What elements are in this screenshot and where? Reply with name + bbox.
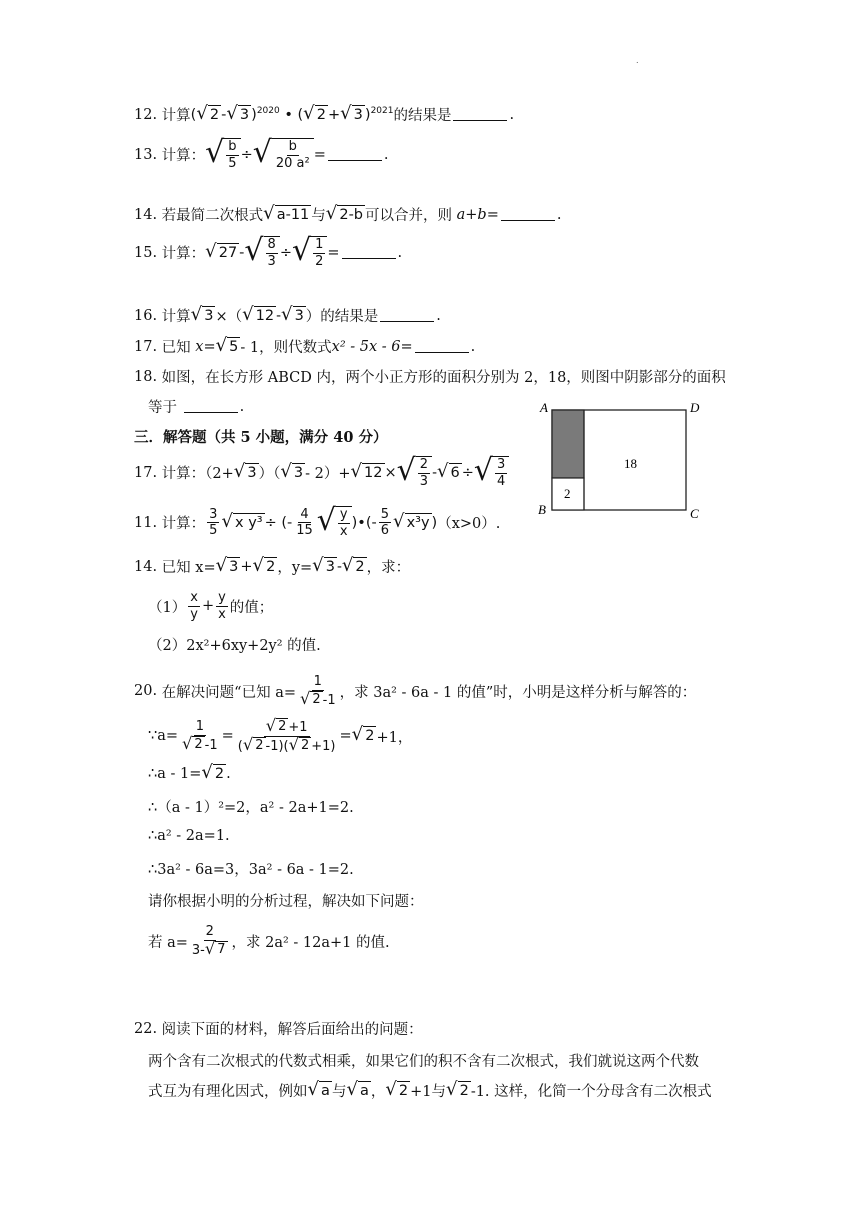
question-15: 15. 计算： √ 27 - √ $\frac{8}{3}$ ÷ √ $\frac{1}{2}$ = . (134, 233, 403, 269)
question-number: 18. (134, 368, 158, 385)
question-text: 计算： (161, 516, 206, 533)
expression: x² - 5x - 6 (331, 338, 401, 355)
question-text: 计算 (161, 309, 191, 325)
question-12 (134, 104, 514, 125)
period: . (226, 765, 231, 782)
problem-22-line1: 两个含有二次根式的代数式相乘，如果它们的积不含有二次根式，我们就说这两个代数 (148, 1054, 699, 1070)
equals: = (203, 338, 216, 355)
question-number: 16. (134, 307, 158, 324)
question-text: 式互为有理化因式，例如 (148, 1084, 308, 1100)
question-text: 等于 (148, 400, 177, 416)
operator: - (276, 307, 282, 324)
operator: ×（ (215, 309, 243, 325)
rectangle-figure (534, 398, 714, 522)
problem-17: 17. 计算：（2+ √ 3 ）（ √ 3 - 2）+ √ 12 × √ $\frac{2}{3}$ - √ 6 ÷ √ $\frac{3}{4}$ (134, 456, 509, 489)
question-text: 与 (331, 1084, 347, 1100)
period: . (509, 106, 515, 123)
answer-blank[interactable] (415, 340, 469, 353)
problem-20-step1: ∵a= 1 √ 2 -1 = √ 2 +1 ( √ 2 -1)( √ 2 +1) = √ 2 +1， (148, 716, 413, 754)
problem-20-step5: ∴3a² - 6a=3，3a² - 6a - 1=2. (148, 862, 354, 878)
problem-20-step2: ∴a - 1= √ 2 . (148, 762, 231, 783)
problem-14-part1: （1） $\frac{x}{y}$ + $\frac{y}{x}$ 的值； (148, 590, 274, 622)
period: . (383, 146, 389, 163)
question-text: 可以合并，则 (365, 208, 453, 224)
step-text: ∴a - 1= (148, 765, 202, 782)
section-title: 三．解答题（共 5 小题，满分 40 分） (134, 429, 388, 446)
sub-question-number: （1） (148, 599, 187, 616)
problem-22-line2: 式互为有理化因式，例如 √ a 与 √ a ， √ 2 +1与 √ 2 -1. 这样，化简一个分母含有二次根式 (148, 1078, 712, 1100)
problem-20-step7: 若 a= 2 3- √ 7 ，求 2a² - 12a+1 的值. (148, 924, 390, 958)
expr-q12: ( √ 2 - √ 3 )$^{2020}$ • ( √ 2 + √ 3 )$^{2021}$ (190, 102, 394, 124)
problem-20-step6: 请你根据小明的分析过程，解决如下问题： (148, 894, 424, 910)
question-text: ）的结果是 (305, 309, 379, 325)
question-text: 计算 (161, 108, 191, 124)
radicand: 5 (229, 338, 239, 355)
operator: + (240, 558, 253, 575)
operator: - (432, 464, 437, 481)
label-2: 2 (564, 486, 571, 501)
equals: = (221, 728, 234, 745)
sqrt-b-over-20a2: √ $\frac{b}{\text{20 a²}}$ (253, 138, 314, 171)
question-number: 17. (134, 464, 158, 481)
radicand: 12 (255, 307, 275, 324)
problem-14-part2: （2）2x²+6xy+2y² 的值. (148, 638, 321, 654)
operator: × (384, 464, 397, 481)
period: . (436, 307, 441, 324)
question-text: 的结果是 (393, 108, 452, 124)
answer-blank[interactable] (342, 246, 396, 259)
label-18: 18 (624, 456, 637, 471)
question-18 (134, 366, 726, 387)
step-text: ∵a= (148, 728, 179, 745)
question-text: ，求： (366, 560, 411, 576)
question-17: 17. 已知 x = √ 5 - 1，则代数式 x² - 5x - 6 = . (134, 334, 476, 356)
question-number: 13. (134, 146, 158, 163)
answer-blank[interactable] (328, 148, 382, 161)
condition-text: （x>0）. (437, 516, 501, 533)
question-text: 阅读下面的材料，解答后面给出的问题： (161, 1022, 423, 1038)
question-14: 14. 若最简二次根式 √ a-11 与 √ 2-b 可以合并，则 a+b = . (134, 202, 562, 224)
question-text: 计算： (161, 148, 206, 165)
operator: ÷ (461, 464, 474, 481)
question-number: 14. (134, 558, 158, 575)
step-text: 若 a= (148, 934, 188, 951)
problem-20: 20. 在解决问题“已知 a= 1 √ 2 -1 ，求 3a² - 6a - 1 的值”时，小明是这样分析与解答的： (134, 674, 697, 708)
question-text: 计算： (161, 246, 206, 263)
variable: a+b (456, 206, 487, 223)
question-18-cont (148, 396, 244, 417)
problem-11: 11. 计算： $\frac{3}{5}$ √ x y³ ÷ (- $\frac{4}{15}$ √ $\frac{y}{x}$ )•(- $\frac{5}{6}$ √ x³y ) （x>0）. (134, 503, 501, 539)
radicand: 2-b (339, 206, 364, 223)
problem-22 (134, 1018, 423, 1039)
question-text: -1. 这样，化简一个分母含有二次根式 (470, 1084, 712, 1100)
shaded-region (552, 410, 584, 478)
question-number: 20. (134, 683, 158, 700)
question-number: 14. (134, 206, 158, 223)
operator: - (336, 558, 342, 575)
question-text: 已知 x= (161, 560, 216, 576)
exponent: 2021 (370, 105, 394, 116)
radicand: a-11 (276, 206, 310, 223)
question-text: 的值； (229, 599, 274, 616)
period: . (239, 398, 245, 415)
equals: = (339, 728, 352, 745)
problem-14: 14. 已知 x= √ 3 + √ 2 ，y= √ 3 - √ 2 ，求： (134, 554, 411, 576)
label-c: C (690, 506, 699, 521)
question-13: 13. 计算： √ $\frac{b}{5}$ ÷ √ $\frac{b}{\text{20 a²}}$ = . (134, 135, 389, 171)
question-number: 15. (134, 244, 158, 261)
multiply-dot: • (284, 106, 293, 123)
question-text: - 2）+ (305, 466, 351, 483)
question-number: 22. (134, 1020, 158, 1037)
equals: = (313, 146, 326, 163)
question-text: +1与 (410, 1084, 447, 1100)
exponent: 2020 (256, 105, 280, 116)
answer-blank[interactable] (380, 309, 434, 322)
answer-blank[interactable] (184, 400, 238, 413)
question-text: - 1，则代数式 (240, 340, 332, 356)
answer-blank[interactable] (501, 208, 555, 221)
question-text: ， (370, 1084, 386, 1100)
question-number: 17. (134, 338, 158, 355)
question-number: 11. (134, 514, 158, 531)
step-text: +1， (376, 729, 413, 746)
question-text: 计算：（2+ (161, 466, 234, 483)
question-text: ，求 3a² - 6a - 1 的值”时，小明是这样分析与解答的： (339, 684, 697, 701)
question-number: 12. (134, 106, 158, 123)
equals: = (327, 244, 340, 261)
period: . (470, 338, 476, 355)
equals: = (486, 206, 499, 223)
question-text: 若最简二次根式 (161, 208, 264, 224)
question-text: ）（ (258, 466, 281, 483)
label-b: B (538, 502, 546, 517)
question-text: 已知 (161, 340, 191, 356)
question-text: ，y= (277, 560, 313, 576)
question-16: 16. 计算 √ 3 ×（ √ 12 - √ 3 ）的结果是 . (134, 303, 441, 325)
period: . (556, 206, 562, 223)
sqrt-b-over-5: √ $\frac{b}{5}$ (205, 138, 240, 171)
equals: = (400, 338, 413, 355)
step-text: ，求 2a² - 12a+1 的值. (231, 934, 390, 951)
answer-blank[interactable] (453, 108, 507, 121)
period: . (397, 244, 403, 261)
question-text: 如图，在长方形 ABCD 内，两个小正方形的面积分别为 2，18，则图中阴影部分的面积 (161, 370, 726, 386)
question-text: 在解决问题“已知 a= (161, 684, 296, 701)
problem-20-step3: ∴（a - 1）²=2，a² - 2a+1=2. (148, 800, 354, 816)
problem-20-step4: ∴a² - 2a=1. (148, 828, 230, 844)
question-text: 与 (311, 208, 326, 224)
label-d: D (690, 400, 700, 415)
variable: x (195, 338, 204, 355)
page-dot: . (636, 56, 639, 65)
label-a: A (540, 400, 548, 415)
